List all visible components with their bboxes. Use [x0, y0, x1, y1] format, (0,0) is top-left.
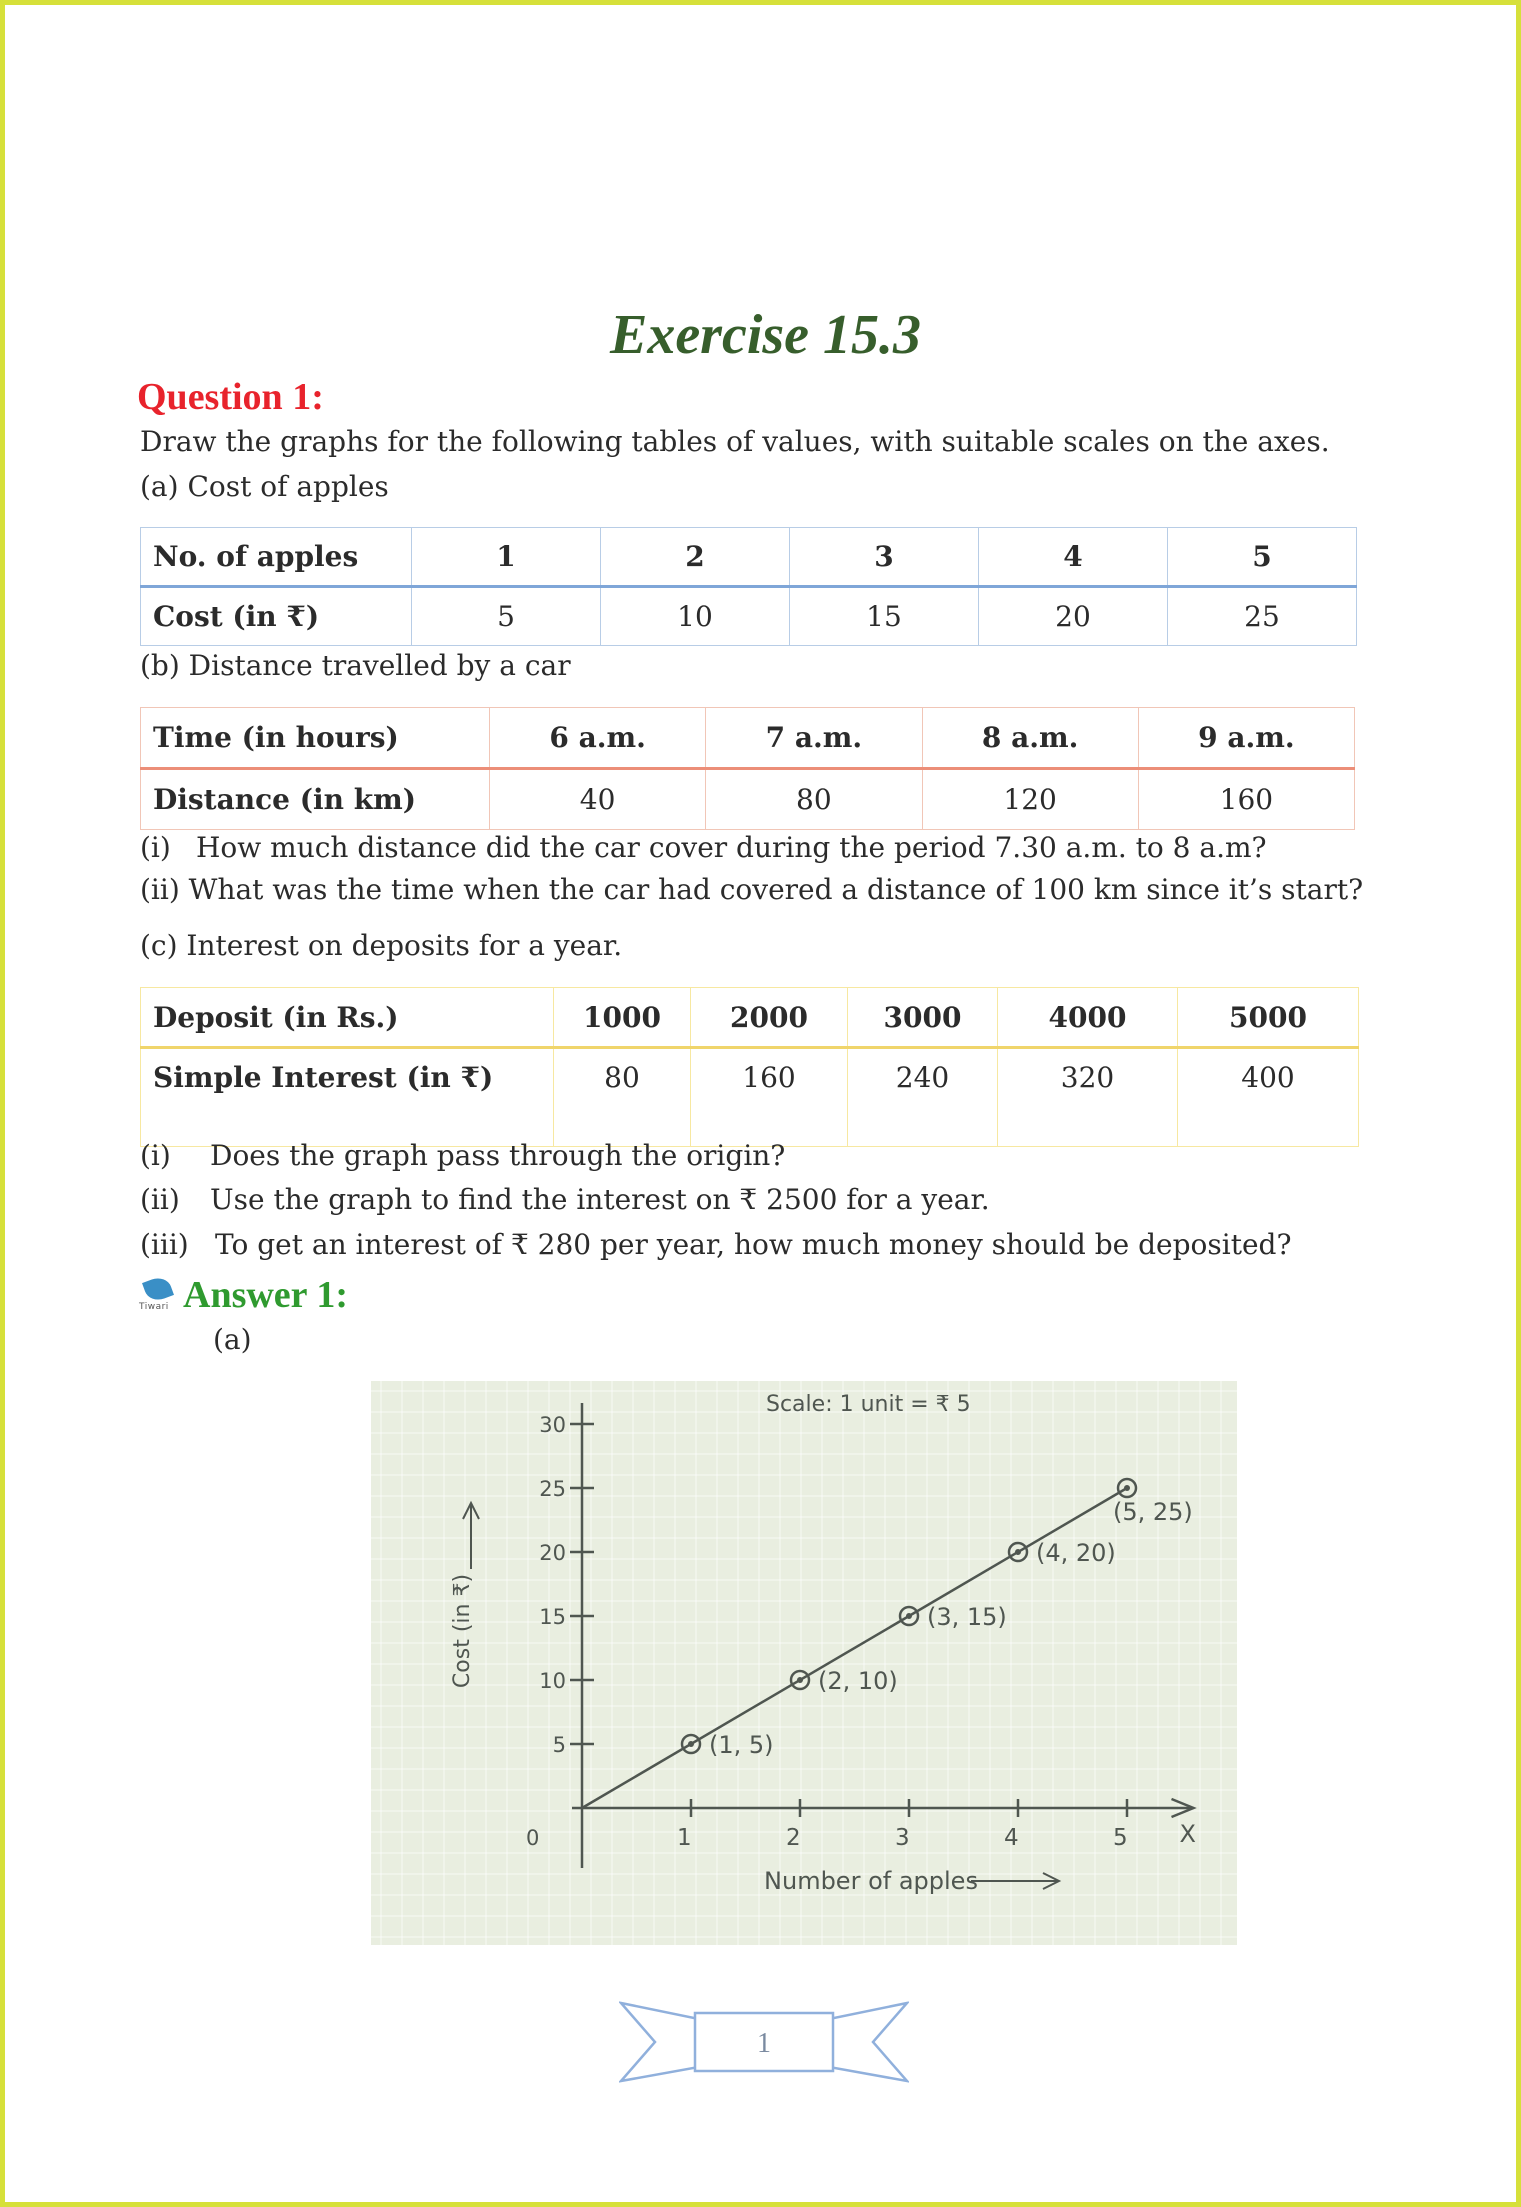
x-axis-label: Number of apples — [764, 1867, 978, 1895]
row-label: No. of apples — [141, 528, 412, 587]
y-tick-label: 15 — [539, 1605, 566, 1629]
ribbon-right-tail — [829, 2003, 907, 2081]
table-cell: 25 — [1168, 587, 1357, 646]
table-cell: 160 — [691, 1048, 848, 1147]
question-number: (i) — [140, 831, 171, 864]
table-row — [141, 769, 1355, 830]
part-c-question-3 — [140, 1228, 1291, 1261]
graph-paper-background — [371, 1381, 1237, 1945]
data-point-center — [906, 1613, 912, 1619]
data-point-label: (4, 20) — [1036, 1539, 1116, 1567]
part-b-caption: (b) Distance travelled by a car — [140, 649, 571, 682]
table-cell: 5 — [412, 587, 601, 646]
logo-text: Tiwari — [139, 1302, 169, 1312]
table-cell: 2 — [601, 528, 790, 587]
table-cell: 15 — [790, 587, 979, 646]
table-cell: 5 — [1168, 528, 1357, 587]
row-label: Time (in hours) — [141, 708, 490, 769]
data-point-label: (2, 10) — [818, 1667, 898, 1695]
interest-table — [140, 987, 1359, 1147]
table-cell: 20 — [979, 587, 1168, 646]
y-tick-label: 25 — [539, 1477, 566, 1501]
data-point-center — [797, 1677, 803, 1683]
data-point-center — [1015, 1549, 1021, 1555]
table-cell: 400 — [1178, 1048, 1359, 1147]
answer-heading-text: Answer 1: — [183, 1274, 349, 1316]
table-cell: 3000 — [848, 988, 998, 1048]
question-text: To get an interest of ₹ 280 per year, how much money should be deposited? — [215, 1228, 1292, 1261]
question-number: (i) — [140, 1139, 171, 1172]
data-point-label: (3, 15) — [927, 1603, 1007, 1631]
table-cell: 3 — [790, 528, 979, 587]
table-cell: 4000 — [998, 988, 1178, 1048]
leaf-icon — [142, 1274, 174, 1304]
question-text: Use the graph to find the interest on ₹ 2500 for a year. — [210, 1183, 990, 1216]
table-row — [141, 708, 1355, 769]
data-point-label: (5, 25) — [1113, 1498, 1193, 1526]
table-cell: 160 — [1138, 769, 1354, 830]
part-b-question-1 — [140, 831, 1267, 864]
scale-note: Scale: 1 unit = ₹ 5 — [766, 1392, 971, 1417]
part-c-question-1 — [140, 1139, 785, 1172]
row-label: Deposit (in Rs.) — [141, 988, 554, 1048]
row-label: Simple Interest (in ₹) — [141, 1048, 554, 1147]
y-tick-label: 20 — [539, 1541, 566, 1565]
y-tick-label: 5 — [552, 1733, 566, 1757]
x-tick-label: 1 — [677, 1825, 692, 1851]
apples-table — [140, 527, 1357, 646]
cost-of-apples-graph — [371, 1381, 1237, 1945]
y-axis-label: Cost (in ₹) — [450, 1573, 475, 1689]
table-row — [141, 587, 1357, 646]
answer-heading — [139, 1273, 348, 1317]
table-row — [141, 988, 1359, 1048]
y-tick-label: 30 — [539, 1413, 566, 1437]
table-cell: 80 — [554, 1048, 691, 1147]
data-point-label: (1, 5) — [709, 1731, 774, 1759]
table-row — [141, 528, 1357, 587]
table-cell: 2000 — [691, 988, 848, 1048]
table-cell: 4 — [979, 528, 1168, 587]
table-cell: 80 — [706, 769, 922, 830]
part-a-caption: (a) Cost of apples — [140, 470, 389, 503]
table-cell: 5000 — [1178, 988, 1359, 1048]
question-number: (ii) — [140, 1183, 180, 1216]
tiwari-logo-icon — [139, 1276, 177, 1314]
table-cell: 240 — [848, 1048, 998, 1147]
table-cell: 1000 — [554, 988, 691, 1048]
x-tick-label: 3 — [895, 1825, 910, 1851]
part-c-question-2 — [140, 1183, 990, 1216]
row-label: Distance (in km) — [141, 769, 490, 830]
page-number: 1 — [757, 2028, 771, 2059]
table-cell: 7 a.m. — [706, 708, 922, 769]
part-c-caption: (c) Interest on deposits for a year. — [140, 929, 623, 962]
x-tick-label: 5 — [1113, 1825, 1128, 1851]
table-cell: 120 — [922, 769, 1138, 830]
question-number: (ii) — [140, 873, 180, 906]
distance-table — [140, 707, 1355, 830]
question-heading: Question 1: — [137, 376, 324, 418]
part-b-question-2 — [140, 873, 1363, 906]
question-intro: Draw the graphs for the following tables of values, with suitable scales on the axes. — [140, 425, 1330, 458]
question-text: How much distance did the car cover during the period 7.30 a.m. to 8 a.m? — [196, 831, 1267, 864]
x-tick-label: 4 — [1004, 1825, 1019, 1851]
table-cell: 40 — [490, 769, 706, 830]
table-cell: 6 a.m. — [490, 708, 706, 769]
question-text: What was the time when the car had covered a distance of 100 km since it’s start? — [188, 873, 1364, 906]
table-cell: 8 a.m. — [922, 708, 1138, 769]
table-row — [141, 1048, 1359, 1147]
row-label: Cost (in ₹) — [141, 587, 412, 646]
page-number-ribbon — [619, 1995, 909, 2085]
x-axis-letter: X — [1179, 1820, 1196, 1848]
question-number: (iii) — [140, 1228, 189, 1261]
table-cell: 9 a.m. — [1138, 708, 1354, 769]
x-tick-label: 2 — [786, 1825, 801, 1851]
answer-part-label: (a) — [213, 1323, 252, 1356]
ribbon-left-tail — [621, 2003, 699, 2081]
table-cell: 320 — [998, 1048, 1178, 1147]
data-point-center — [688, 1741, 694, 1747]
data-point-center — [1124, 1485, 1130, 1491]
question-text: Does the graph pass through the origin? — [210, 1139, 786, 1172]
page-title: Exercise 15.3 — [609, 304, 922, 366]
table-cell: 10 — [601, 587, 790, 646]
origin-label: 0 — [526, 1826, 540, 1850]
y-tick-label: 10 — [539, 1669, 566, 1693]
table-cell: 1 — [412, 528, 601, 587]
